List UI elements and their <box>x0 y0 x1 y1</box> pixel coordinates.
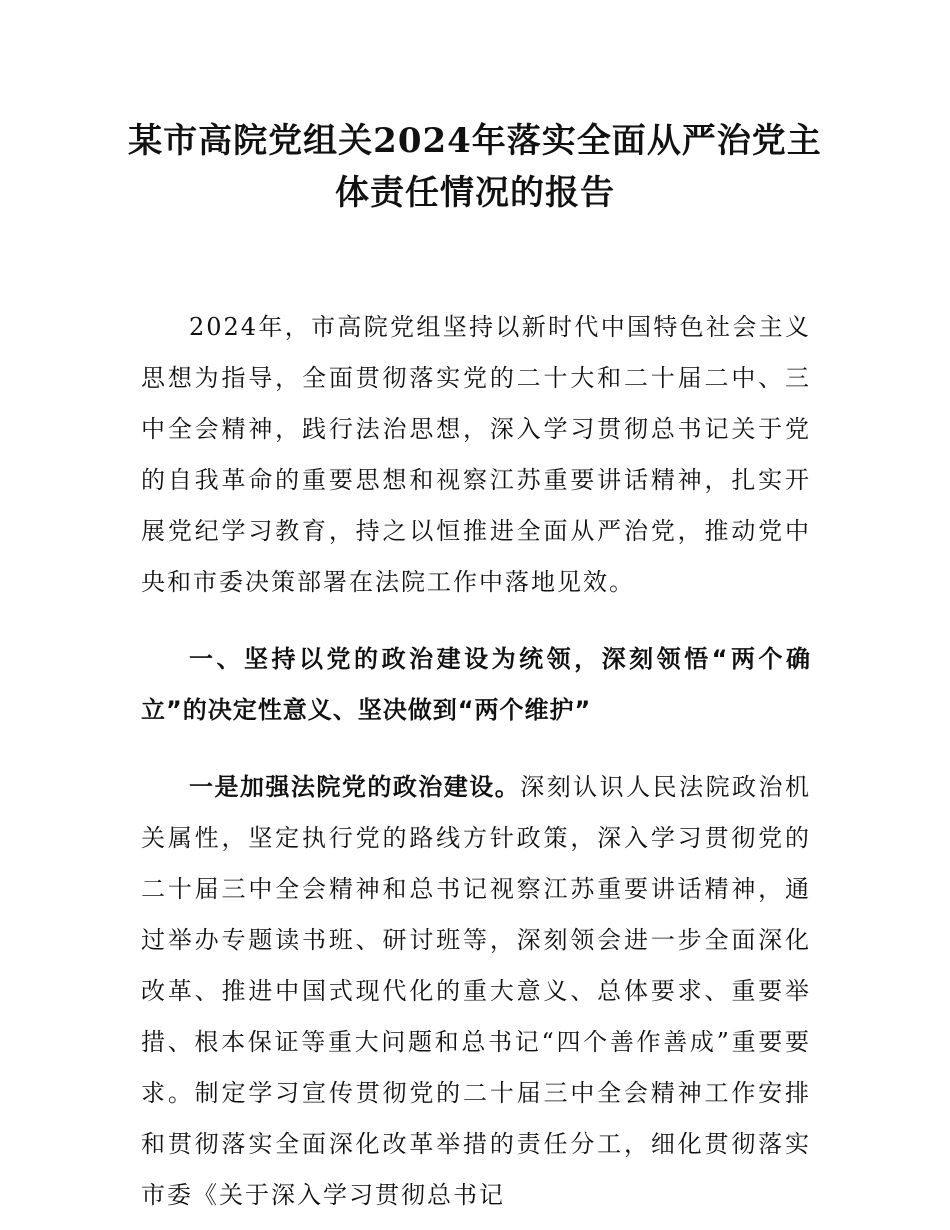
title-line-2: 体责任情况的报告 <box>335 173 615 213</box>
item-1-body: 深刻认识人民法院政治机关属性，坚定执行党的路线方针政策，深入学习贯彻党的二十届三中全会精神和总书记视察江苏重要讲话精神，通过举办专题读书班、研讨班等，深刻领会进一步全面深化改革、推进中国式现代化的重大意义、总体要求、重要举措、根本保证等重大问题和总书记“四个善作善成”重要要求。制定学习宣传贯彻党的二十届三中全会精神工作安排和贯彻落实全面深化改革举措的责任分工，细化贯彻落实市委《关于深入学习贯彻总书记 <box>141 773 812 1209</box>
item-1-lead: 一是加强法院党的政治建设。 <box>189 773 521 801</box>
item-1-paragraph <box>141 762 811 1221</box>
intro-paragraph: 2024年，市高院党组坚持以新时代中国特色社会主义思想为指导，全面贯彻落实党的二十大和二十届二中、三中全会精神，践行法治思想，深入学习贯彻总书记关于党的自我革命的重要思想和视察江苏重要讲话精神，扎实开展党纪学习教育，持之以恒推进全面从严治党，推动党中央和市委决策部署在法院工作中落地见效。 <box>141 313 811 596</box>
document-body <box>141 302 811 1221</box>
section-1-heading: 一、坚持以党的政治建设为统领，深刻领悟“两个确立”的决定性意义、坚决做到“两个维护” <box>141 645 811 724</box>
document-title <box>120 115 830 219</box>
title-line-1: 某市高院党组关2024年落实全面从严治党主 <box>128 121 822 161</box>
